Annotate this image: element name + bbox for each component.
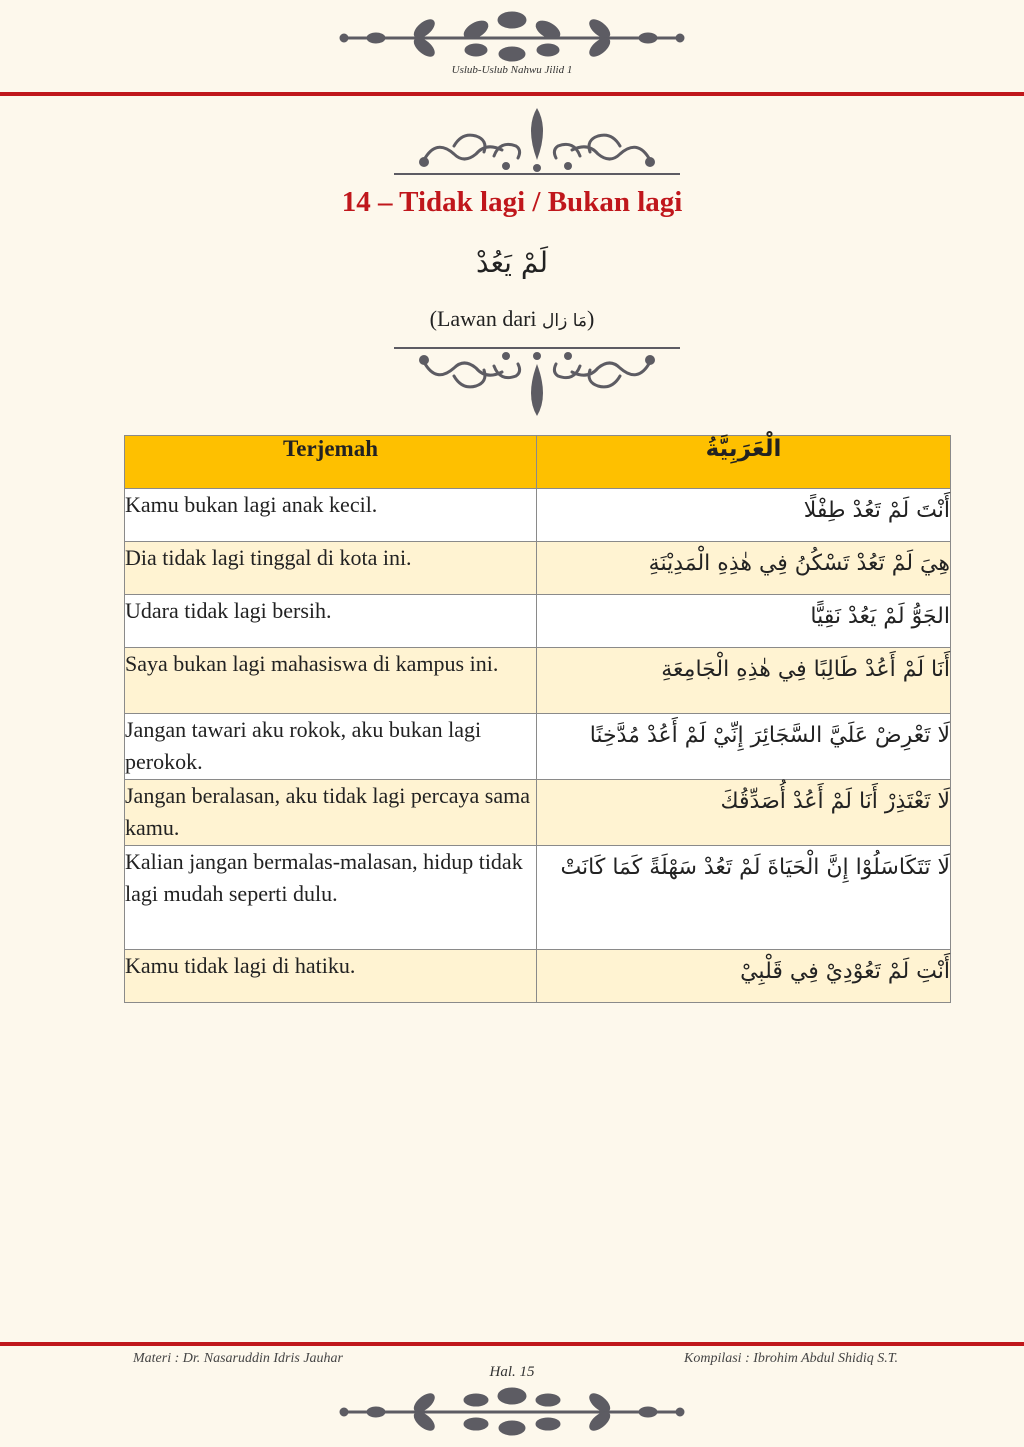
lesson-arabic-title: لَمْ يَعُدْ — [475, 246, 549, 279]
lesson-subtitle — [0, 306, 1024, 332]
arabic-cell: هِيَ لَمْ تَعُدْ تَسْكُنُ فِي هٰذِهِ الْمَدِيْنَةِ — [537, 542, 951, 595]
arabic-cell: أَنْتِ لَمْ تَعُوْدِيْ فِي قَلْبِيْ — [537, 950, 951, 1003]
lesson-title: 14 – Tidak lagi / Bukan lagi — [341, 186, 683, 218]
examples-table — [124, 435, 951, 1003]
table-row — [125, 714, 951, 780]
footer-compiler: Kompilasi : Ibrohim Abdul Shidiq S.T. — [684, 1351, 899, 1366]
translation-cell: Kamu bukan lagi anak kecil. — [125, 489, 537, 542]
subtitle-prefix: (Lawan dari — [429, 306, 543, 331]
column-header-arabic: الْعَرَبِيَّةُ — [537, 436, 951, 489]
translation-cell: Udara tidak lagi bersih. — [125, 595, 537, 648]
footer-author: Materi : Dr. Nasaruddin Idris Jauhar — [133, 1351, 344, 1366]
page-number: Hal. 15 — [489, 1364, 535, 1380]
running-header: Uslub-Uslub Nahwu Jilid 1 — [451, 64, 573, 76]
arabic-cell: أَنَا لَمْ أَعُدْ طَالِبًا فِي هٰذِهِ الْجَامِعَةِ — [537, 648, 951, 714]
floral-ornament-icon — [336, 8, 688, 64]
scroll-ornament-top-icon — [394, 108, 680, 180]
table-header-row — [125, 436, 951, 489]
table-row — [125, 950, 951, 1003]
translation-cell: Kalian jangan bermalas-malasan, hidup tidak lagi mudah seperti dulu. — [125, 846, 537, 950]
translation-cell: Saya bukan lagi mahasiswa di kampus ini. — [125, 648, 537, 714]
subtitle-arabic: مَا زال — [542, 311, 588, 331]
table-row — [125, 542, 951, 595]
floral-ornament-bottom-icon — [336, 1386, 688, 1442]
arabic-cell: لَا تَعْتَذِرْ أَنَا لَمْ أَعُدْ أُصَدِّقُكَ — [537, 780, 951, 846]
arabic-cell: لَا تَتَكَاسَلُوْا إِنَّ الْحَيَاةَ لَمْ تَعُدْ سَهْلَةً كَمَا كَانَتْ — [537, 846, 951, 950]
arabic-cell: الجَوُّ لَمْ يَعُدْ نَقِيًّا — [537, 595, 951, 648]
subtitle-suffix: ) — [587, 306, 595, 331]
translation-cell: Jangan tawari aku rokok, aku bukan lagi perokok. — [125, 714, 537, 780]
scroll-ornament-bottom-icon — [394, 344, 680, 416]
header-rule — [0, 92, 1024, 96]
table-row — [125, 780, 951, 846]
column-header-translation: Terjemah — [125, 436, 537, 489]
translation-cell: Kamu tidak lagi di hatiku. — [125, 950, 537, 1003]
arabic-cell: أَنْتَ لَمْ تَعُدْ طِفْلًا — [537, 489, 951, 542]
arabic-cell: لَا تَعْرِضْ عَلَيَّ السَّجَائِرَ إِنِّيْ لَمْ أَعُدْ مُدَّخِنًا — [537, 714, 951, 780]
translation-cell: Jangan beralasan, aku tidak lagi percaya sama kamu. — [125, 780, 537, 846]
table-row — [125, 846, 951, 950]
footer-rule — [0, 1342, 1024, 1346]
table-row — [125, 489, 951, 542]
translation-cell: Dia tidak lagi tinggal di kota ini. — [125, 542, 537, 595]
table-row — [125, 595, 951, 648]
table-row — [125, 648, 951, 714]
